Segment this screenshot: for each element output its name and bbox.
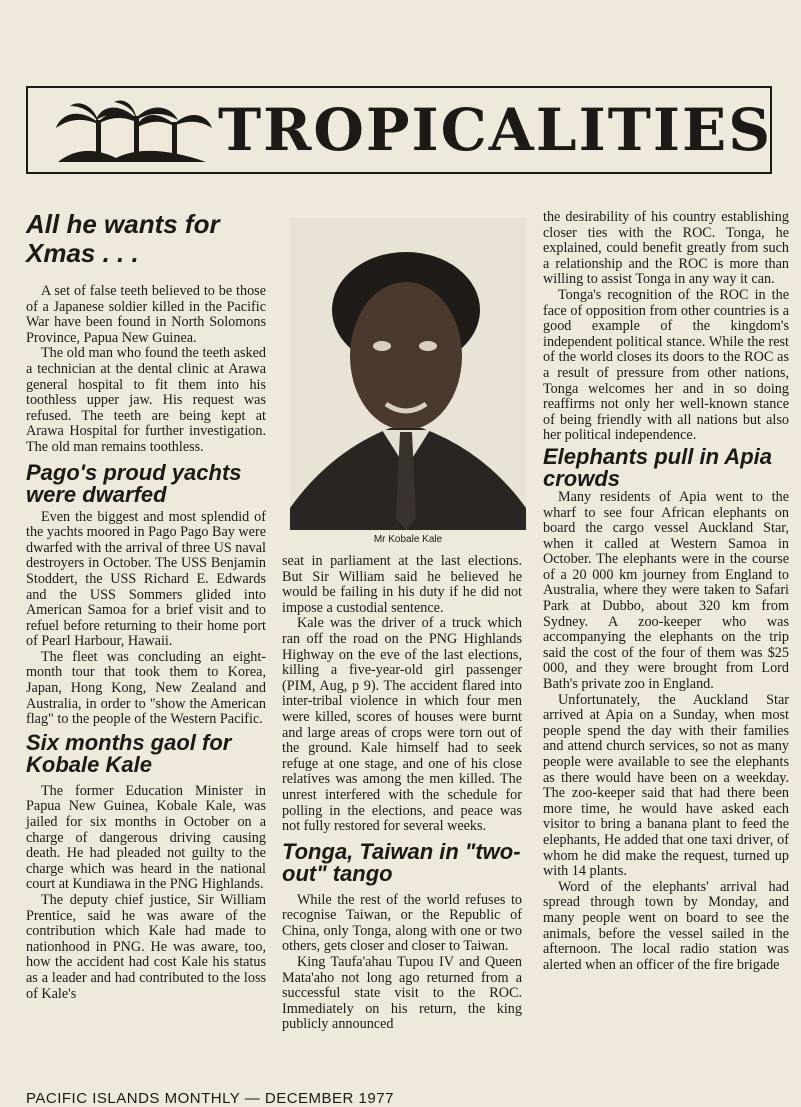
paragraph: seat in parliament at the last elections. But Sir William said he believed he would be failing in his duty if he did not impose a custodial sentence. [282, 553, 522, 616]
masthead-title: TROPICALITIES [218, 96, 773, 164]
paragraph: The old man who found the teeth asked a technician at the dental clinic at Arawa general hospital to fit them into his toothless upper jaw. His request was refused. The teeth are being kept at Arawa Hospital for further investigation. The old man remains toothless. [26, 345, 266, 455]
masthead-box [26, 86, 772, 174]
paragraph: Unfortunately, the Auckland Star arrived at Apia on a Sunday, when most people spend the day with their families and attend church services, so not as many people were available to see the elephants as there would have been on a weekday. The zoo-keeper said that had there been more time, he would have asked each visitor to bring a banana plant to feed the elephants, He added that one taxi driver, of whom he did make the request, turned up with 14 plants. [543, 691, 789, 880]
headline-elephants: Elephants pull in Apia crowds [543, 443, 772, 491]
paragraph: The former Education Minister in Papua New Guinea, Kobale Kale, was jailed for six months in October on a charge of dangerous driving causing death. He had pleaded not guilty to the charge which was heard in the national court at Kundiawa in the PNG Highlands. [26, 782, 266, 893]
headline-tonga-taiwan: Tonga, Taiwan in "two-out" tango [282, 838, 521, 886]
column-2 [282, 554, 522, 1033]
portrait-photo [290, 218, 526, 530]
paragraph: King Taufa'ahau Tupou IV and Queen Mata'aho not long ago returned from a successful state visit to the ROC. Immediately on his return, the king publicly announced [282, 954, 522, 1033]
paragraph: The deputy chief justice, Sir William Prentice, said he was aware of the contribution which Kale had made to nationhood in PNG. He was aware, too, how the accident had cost Kale his status as a leader and had contributed to the loss of Kale's [26, 892, 266, 1002]
paragraph: Kale was the driver of a truck which ran off the road on the PNG Highlands Highway on the eve of the last elections, killing a five-year-old girl passenger (PIM, Aug, p 9). The accident flared into inter-tribal violence in which four men were killed, scores of houses were burnt and large areas of crops were torn out of the ground. Kale himself had to seek refuge at one stage, and one of his close relatives was among the men killed. The unrest interfered with the schedule for polling in the elections, and peace was not fully restored for several weeks. [282, 615, 522, 835]
paragraph: Many residents of Apia went to the wharf to see four African elephants on board the cargo vessel Auckland Star, when it called at Western Samoa in October. The elephants were in the course of a 20 000 km journey from England to Australia, where they were taken to Safari Park at Dubbo, about 320 km from Sydney. A zoo-keeper who was accompanying the elephants on the trip said the cost of the four of them was $25 000, and they were brought from Lord Bath's private zoo in England. [543, 488, 789, 693]
paragraph: Tonga's recognition of the ROC in the face of opposition from other countries is a good example of the kingdom's independent political stance. While the rest of the world closes its doors to the ROC as a result of pressure from other nations, Tonga welcomes her and in so doing reaffirms not only her well-known stance of being friendly with all nations but also her political independence. [543, 286, 789, 444]
paragraph: The fleet was concluding an eight-month tour that took them to Korea, Japan, Hong Kong, New Zealand and Australia, in order to "show the American flag" to the people of the Western Pacific. [26, 648, 266, 728]
column-3 [543, 210, 789, 973]
footer-text: PACIFIC ISLANDS MONTHLY — DECEMBER 1977 [26, 1090, 394, 1107]
paragraph: the desirability of his country establishing closer ties with the ROC. Tonga, he explained, could benefit greatly from such a relationship and the ROC is more than willing to assist Tonga in any way it can. [543, 209, 789, 288]
paragraph: While the rest of the world refuses to recognise Taiwan, or the Republic of China, only Tonga, along with one or two others, gets closer and closer to Taiwan. [282, 891, 522, 955]
paragraph: Even the biggest and most splendid of the yachts moored in Pago Pago Bay were dwarfed with the arrival of three US naval destroyers in October. The USS Benjamin Stoddert, the USS Richard E. Edwards and the USS Sommers glided into American Samoa for a brief visit and to refuel before returning to their home port of Pearl Harbour, Hawaii. [26, 508, 266, 650]
paragraph: Word of the elephants' arrival had spread through town by Monday, and many people went on board to see the animals, before the vessel sailed in the afternoon. The local radio station was alerted when an officer of the fire brigade [543, 878, 789, 973]
headline-xmas: All he wants for Xmas . . . [26, 209, 220, 268]
portrait-icon [290, 218, 526, 530]
photo-caption: Mr Kobale Kale [373, 534, 443, 545]
palm-trees-icon [56, 98, 212, 166]
paragraph: A set of false teeth believed to be those of a Japanese soldier killed in the Pacific War have been found in North Solomons Province, Papua New Guinea. [26, 283, 266, 346]
headline-pago-yachts: Pago's proud yachts were dwarfed [26, 459, 242, 507]
column-1 [26, 210, 266, 1002]
headline-kobale-kale: Six months gaol for Kobale Kale [26, 729, 232, 777]
